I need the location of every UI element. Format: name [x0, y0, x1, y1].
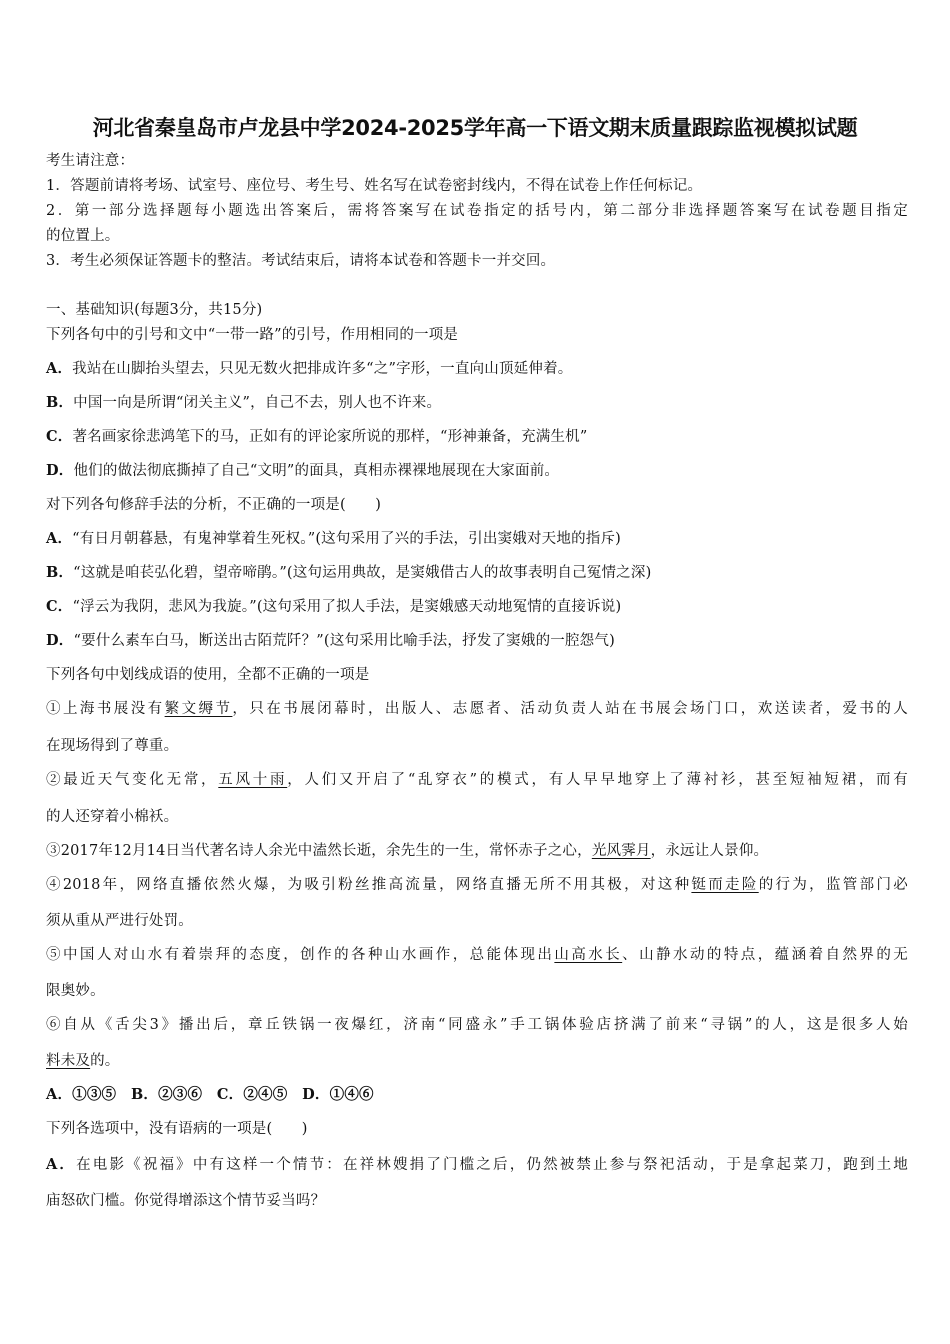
- option-text: 中国一向是所谓“闭关主义”，自己不去，别人也不许来。: [73, 395, 442, 411]
- option-b: [46, 563, 908, 583]
- option-text: “有日月朝暮悬，有鬼神掌着生死权。”(这句采用了兴的手法，引出窦娥对天地的指斥): [72, 531, 622, 547]
- notice-item: 2．第一部分选择题每小题选出答案后，需将答案写在试卷指定的括号内，第二部分非选择题答案写在试卷题目指定: [46, 203, 908, 219]
- option-label: D．: [46, 632, 74, 649]
- option-text: “这就是咱苌弘化碧，望帝啼鹃。”(这句运用典故，是窦娥借古人的故事表明自己冤情之深): [73, 565, 652, 581]
- section-heading: 一、基础知识(每题3分，共15分): [46, 302, 263, 318]
- sentence-text: ⑤中国人对山水有着崇拜的态度，创作的各种山水画作，总能体现出: [46, 947, 555, 963]
- sentence-text: 的行为，监管部门必: [758, 877, 908, 893]
- sentence-text: 、山静水动的特点，蕴涵着自然界的无: [622, 947, 909, 963]
- underlined-idiom: 料未及: [46, 1053, 91, 1069]
- sentence-1: [46, 699, 908, 719]
- sentence-text: ，永远让人景仰。: [650, 843, 769, 859]
- sentence-6-cont: [46, 1051, 908, 1071]
- sentence-text: ，只在书展闭幕时，出版人、志愿者、活动负责人站在书展会场门口，欢送读者，爱书的人: [232, 701, 908, 717]
- question-stem: 下列各句中划线成语的使用，全都不正确的一项是: [46, 667, 370, 683]
- sentence-text: ②最近天气变化无常，: [46, 772, 219, 788]
- sentence-2-cont: 的人还穿着小棉袄。: [46, 809, 179, 825]
- underlined-idiom: 繁文缛节: [164, 701, 233, 717]
- sentence-text: ①上海书展没有: [46, 701, 165, 717]
- sentence-1-cont: 在现场得到了尊重。: [46, 738, 179, 754]
- sentence-2: [46, 770, 908, 790]
- underlined-idiom: 山高水长: [554, 947, 623, 963]
- underlined-idiom: 五风十雨: [218, 772, 288, 788]
- sentence-text: ③2017年12月14日当代著名诗人余光中溘然长逝，余先生的一生，常怀赤子之心，: [46, 843, 592, 859]
- underlined-idiom: 光风霁月: [591, 843, 651, 859]
- option-d: [46, 461, 908, 481]
- answer-choices: A．①③⑤ B．②③⑥ C．②④⑤ D．①④⑥: [46, 1086, 374, 1103]
- notice-item: 1．答题前请将考场、试室号、座位号、考生号、姓名写在试卷密封线内，不得在试卷上作任何标记。: [46, 178, 703, 194]
- option-c: [46, 427, 908, 447]
- notice-item: 的位置上。: [46, 228, 120, 244]
- option-a: [46, 359, 908, 379]
- option-c: [46, 597, 908, 617]
- underlined-idiom: 铤而走险: [691, 877, 759, 893]
- page-title: 河北省秦皇岛市卢龙县中学2024-2025学年高一下语文期末质量跟踪监视模拟试题: [92, 116, 858, 140]
- option-d: [46, 631, 908, 651]
- sentence-text: ④2018年，网络直播依然火爆，为吸引粉丝推高流量，网络直播无所不用其极，对这种: [46, 877, 692, 893]
- option-a: [46, 529, 908, 549]
- question-stem: 对下列各句修辞手法的分析，不正确的一项是( ): [46, 497, 382, 513]
- option-label: B．: [46, 394, 74, 411]
- option-text: 在电影《祝福》中有这样一个情节：在祥林嫂捐了门槛之后，仍然被禁止参与祭祀活动，于是拿起菜刀，跑到土地: [76, 1157, 908, 1173]
- option-label: C．: [46, 598, 73, 615]
- sentence-5-cont: 限奥妙。: [46, 983, 105, 999]
- option-label: A．: [46, 1156, 77, 1173]
- question-stem: 下列各选项中，没有语病的一项是( ): [46, 1121, 308, 1137]
- option-label: D．: [46, 462, 74, 479]
- notice-heading: 考生请注意：: [46, 153, 135, 169]
- option-text: “浮云为我阴，悲风为我旋。”(这句采用了拟人手法，是窦娥感天动地冤情的直接诉说): [72, 599, 622, 615]
- question-stem: 下列各句中的引号和文中“一带一路”的引号，作用相同的一项是: [46, 327, 459, 343]
- option-text: “要什么素车白马，断送出古陌荒阡？”(这句采用比喻手法，抒发了窦娥的一腔怨气): [73, 633, 615, 649]
- option-text: 我站在山脚抬头望去，只见无数火把排成许多“之”字形，一直向山顶延伸着。: [72, 361, 573, 377]
- sentence-text: ，人们又开启了“乱穿衣”的模式，有人早早地穿上了薄衬衫，甚至短袖短裙，而有: [287, 772, 908, 788]
- option-a: [46, 1155, 908, 1175]
- option-a-cont: 庙怒砍门槛。你觉得增添这个情节妥当吗？: [46, 1193, 326, 1209]
- sentence-4-cont: 须从重从严进行处罚。: [46, 913, 193, 929]
- option-label: C．: [46, 428, 73, 445]
- sentence-4: [46, 875, 908, 895]
- notice-item: 3．考生必须保证答题卡的整洁。考试结束后，请将本试卷和答题卡一并交回。: [46, 253, 556, 269]
- sentence-6: ⑥自从《舌尖3》播出后，章丘铁锅一夜爆红，济南“同盛永”手工锅体验店挤满了前来“寻锅”的人，这是很多人始: [46, 1017, 908, 1033]
- option-b: [46, 393, 908, 413]
- option-label: A．: [46, 530, 73, 547]
- sentence-3: [46, 841, 908, 861]
- sentence-5: [46, 945, 908, 965]
- option-label: B．: [46, 564, 74, 581]
- option-label: A．: [46, 360, 73, 377]
- option-text: 著名画家徐悲鸿笔下的马，正如有的评论家所说的那样，“形神兼备，充满生机”: [72, 429, 588, 445]
- option-text: 他们的做法彻底撕掉了自己“文明”的面具，真相赤裸裸地展现在大家面前。: [73, 463, 560, 479]
- sentence-text: 的。: [90, 1053, 120, 1069]
